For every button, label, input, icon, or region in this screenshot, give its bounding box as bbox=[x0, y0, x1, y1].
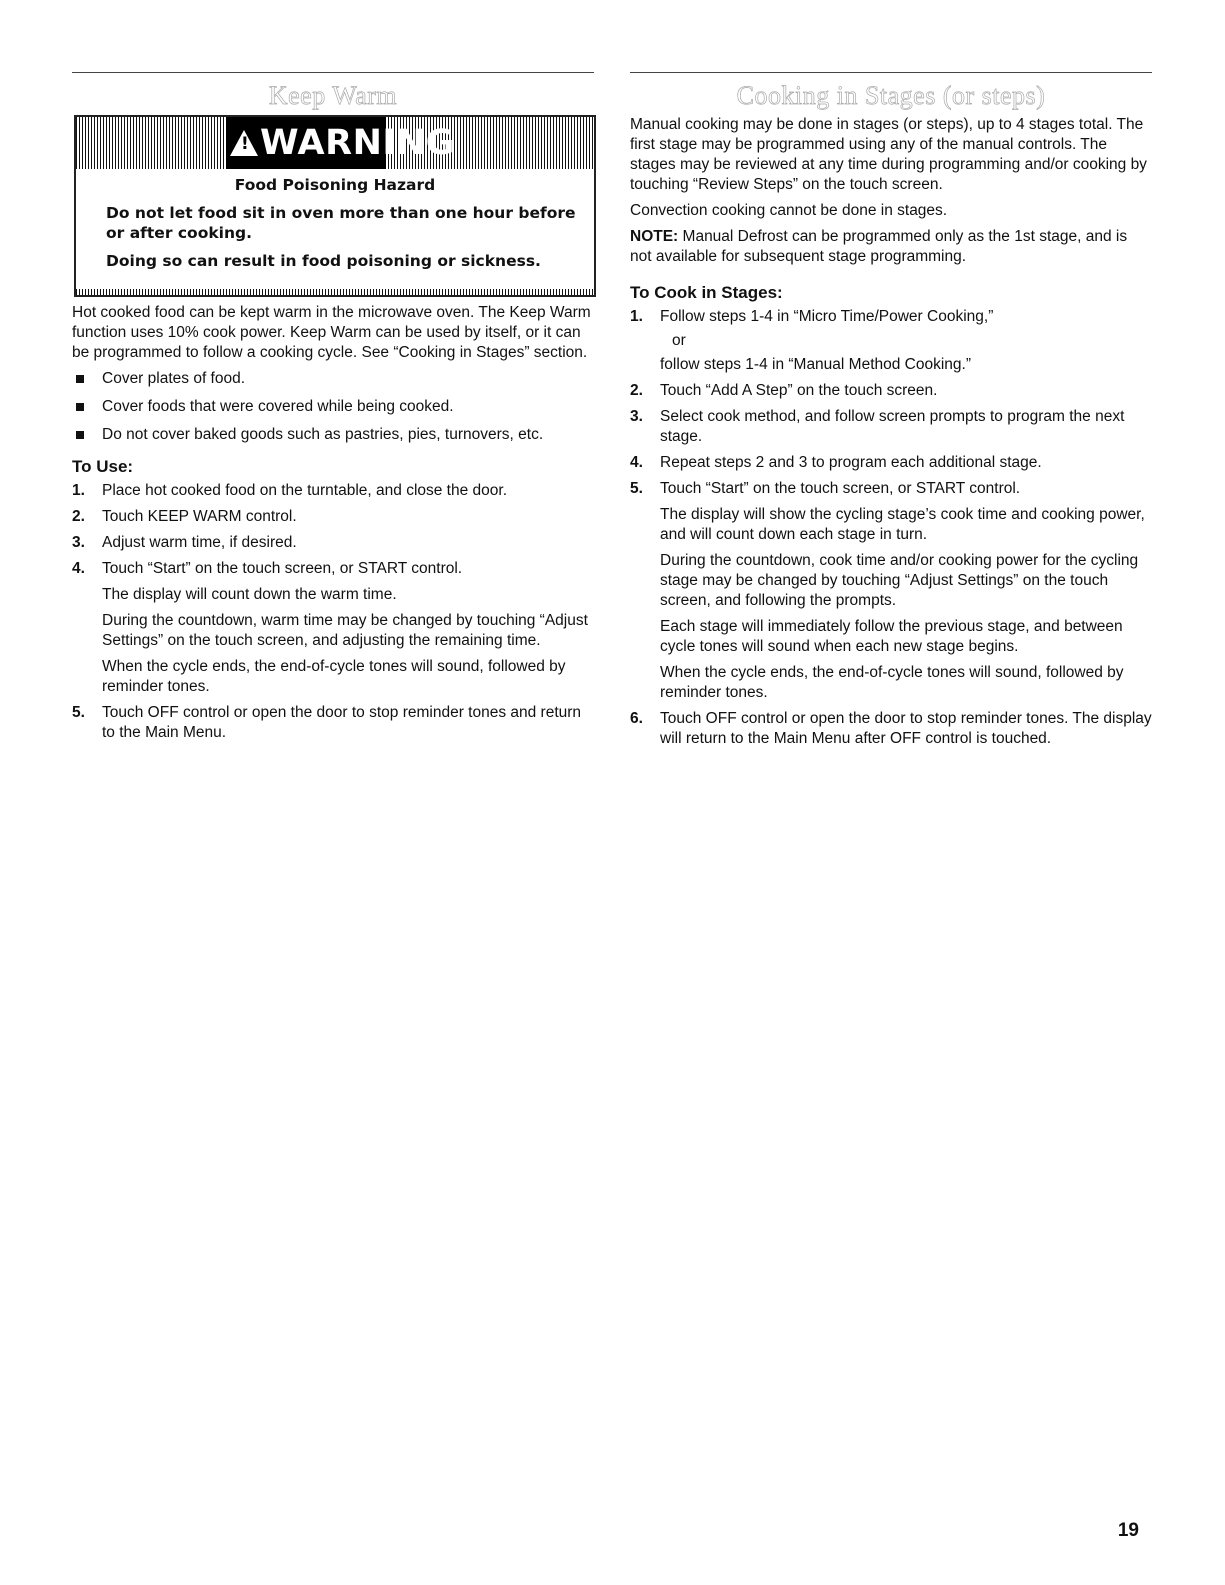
step-item bbox=[72, 507, 594, 527]
warning-label bbox=[230, 121, 455, 165]
step-item bbox=[630, 381, 1152, 401]
step-text: Touch “Start” on the touch screen, or START control. bbox=[660, 480, 1021, 497]
right-column bbox=[630, 72, 1152, 755]
warning-line-2: Doing so can result in food poisoning or sickness. bbox=[106, 252, 541, 270]
step-note: The display will count down the warm time. bbox=[102, 586, 397, 603]
step-number: 3. bbox=[630, 408, 643, 425]
warning-body bbox=[76, 169, 594, 289]
step-or: or bbox=[672, 332, 686, 349]
warning-triangle-icon bbox=[230, 130, 258, 156]
step-text: Place hot cooked food on the turntable, and close the door. bbox=[102, 482, 508, 499]
stages-convection-note: Convection cooking cannot be done in stages. bbox=[630, 202, 948, 219]
bullet-item: Cover foods that were covered while being cooked. bbox=[72, 397, 594, 417]
step-item bbox=[72, 533, 594, 553]
step-text: Adjust warm time, if desired. bbox=[102, 534, 297, 551]
warning-title: Food Poisoning Hazard bbox=[234, 176, 436, 194]
step-number: 3. bbox=[72, 534, 85, 551]
step-text: Follow steps 1-4 in “Micro Time/Power Cooking,” bbox=[660, 308, 994, 325]
step-text: Select cook method, and follow screen prompts to program the next stage. bbox=[660, 408, 1125, 445]
stages-note bbox=[630, 227, 1152, 267]
step-note: During the countdown, warm time may be changed by touching “Adjust Settings” on the touch screen, and adjusting the remaining time. bbox=[102, 612, 588, 649]
to-cook-heading: To Cook in Stages: bbox=[630, 283, 783, 302]
step-number: 6. bbox=[630, 710, 643, 727]
step-number: 5. bbox=[72, 704, 85, 721]
step-item bbox=[72, 703, 594, 743]
page-number: 19 bbox=[1117, 1520, 1139, 1541]
note-label: NOTE: bbox=[630, 228, 679, 245]
stages-intro: Manual cooking may be done in stages (or steps), up to 4 stages total. The first stage may be programmed using any of the manual controls. The stages may be reviewed at any time during programming and/or cooking by touching “Review Steps” on the touch screen. bbox=[630, 116, 1147, 193]
warning-bottom-band bbox=[76, 289, 594, 295]
step-number: 2. bbox=[72, 508, 85, 525]
step-text: Touch OFF control or open the door to stop reminder tones and return to the Main Menu. bbox=[102, 704, 582, 741]
step-text: Repeat steps 2 and 3 to program each additional stage. bbox=[660, 454, 1042, 471]
step-note: When the cycle ends, the end-of-cycle tones will sound, followed by reminder tones. bbox=[102, 658, 566, 695]
note-text: Manual Defrost can be programmed only as the 1st stage, and is not available for subsequent stage programming. bbox=[630, 228, 1128, 265]
left-column bbox=[72, 72, 594, 749]
keep-warm-intro: Hot cooked food can be kept warm in the microwave oven. The Keep Warm function uses 10% cook power. Keep Warm can be used by itself, or it can be programmed to follow a cooking cycle. See “Cooking in Stages” section. bbox=[72, 304, 591, 361]
step-item bbox=[630, 307, 1152, 375]
bullet-item: Cover plates of food. bbox=[72, 369, 594, 389]
to-use-steps bbox=[72, 481, 594, 743]
step-text: Touch OFF control or open the door to stop reminder tones. The display will return to the Main Menu after OFF control is touched. bbox=[660, 710, 1152, 747]
step-note: During the countdown, cook time and/or cooking power for the cycling stage may be changed by touching “Adjust Settings” on the touch screen, and following the prompts. bbox=[660, 552, 1139, 609]
step-item bbox=[630, 407, 1152, 447]
step-number: 4. bbox=[630, 454, 643, 471]
to-cook-steps bbox=[630, 307, 1152, 749]
step-alt: follow steps 1-4 in “Manual Method Cooking.” bbox=[660, 356, 972, 373]
step-item bbox=[72, 559, 594, 697]
warning-label-text: WARNING bbox=[260, 123, 455, 163]
keep-warm-bullets bbox=[72, 369, 594, 445]
step-note: When the cycle ends, the end-of-cycle tones will sound, followed by reminder tones. bbox=[660, 664, 1124, 701]
step-text: Touch “Start” on the touch screen, or START control. bbox=[102, 560, 463, 577]
top-rule-right bbox=[630, 72, 1152, 73]
step-item bbox=[72, 481, 594, 501]
bullet-item: Do not cover baked goods such as pastries, pies, turnovers, etc. bbox=[72, 425, 594, 445]
step-note: The display will show the cycling stage’s cook time and cooking power, and will count down each stage in turn. bbox=[660, 506, 1145, 543]
warning-header bbox=[76, 117, 594, 169]
step-number: 1. bbox=[72, 482, 85, 499]
step-item bbox=[630, 453, 1152, 473]
warning-line-1: Do not let food sit in oven more than one hour before or after cooking. bbox=[106, 204, 576, 242]
section-title-keep-warm: Keep Warm bbox=[268, 81, 398, 110]
step-text: Touch “Add A Step” on the touch screen. bbox=[660, 382, 938, 399]
to-use-heading: To Use: bbox=[72, 457, 134, 476]
step-number: 5. bbox=[630, 480, 643, 497]
step-number: 2. bbox=[630, 382, 643, 399]
warning-box bbox=[74, 115, 596, 297]
top-rule-left bbox=[72, 72, 594, 73]
step-item bbox=[630, 709, 1152, 749]
step-number: 4. bbox=[72, 560, 85, 577]
section-title-cooking-in-stages: Cooking in Stages (or steps) bbox=[736, 81, 1046, 110]
step-number: 1. bbox=[630, 308, 643, 325]
step-note: Each stage will immediately follow the previous stage, and between cycle tones will sound when each new stage begins. bbox=[660, 618, 1123, 655]
step-item bbox=[630, 479, 1152, 703]
step-text: Touch KEEP WARM control. bbox=[102, 508, 297, 525]
